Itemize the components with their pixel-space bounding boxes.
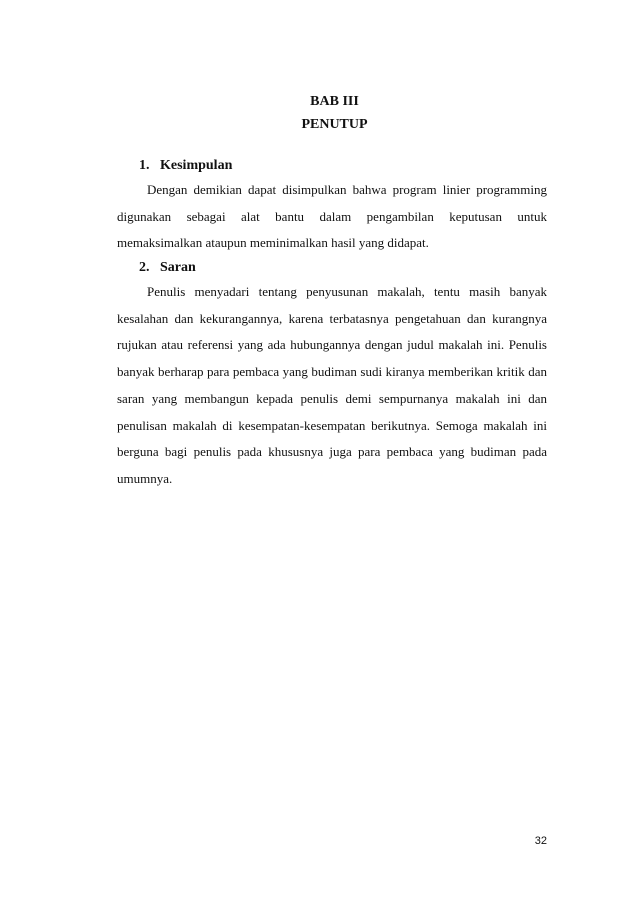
section-heading — [139, 157, 547, 175]
section-title: Kesimpulan — [160, 158, 233, 173]
section-kesimpulan — [117, 157, 547, 257]
section-number: 2. — [139, 260, 150, 275]
chapter-title: PENUTUP — [301, 117, 368, 132]
chapter-label: BAB III — [310, 94, 359, 109]
section-heading — [139, 259, 547, 277]
section-saran — [117, 259, 547, 493]
section-paragraph: Penulis menyadari tentang penyusunan makalah, tentu masih banyak kesalahan dan kekurangannya, karena terbatasnya pengetahuan dan kurangnya rujukan atau referensi yang ada hubungannya dengan judul makalah ini. Penulis banyak berharap para pembaca yang budiman sudi kiranya memberikan kritik dan saran yang membangun kepada penulis demi sempurnanya makalah ini dan penulisan makalah di kesempatan-kesempatan berikutnya. Semoga makalah ini berguna bagi penulis pada khususnya juga para pembaca yang budiman pada umumnya. — [117, 284, 547, 486]
section-title: Saran — [160, 260, 196, 275]
section-paragraph: Dengan demikian dapat disimpulkan bahwa program linier programming digunakan sebagai alat bantu dalam pengambilan keputusan untuk memaksimalkan ataupun meminimalkan hasil yang didapat. — [117, 182, 547, 251]
page-number: 32 — [534, 835, 547, 847]
section-number: 1. — [139, 158, 150, 173]
